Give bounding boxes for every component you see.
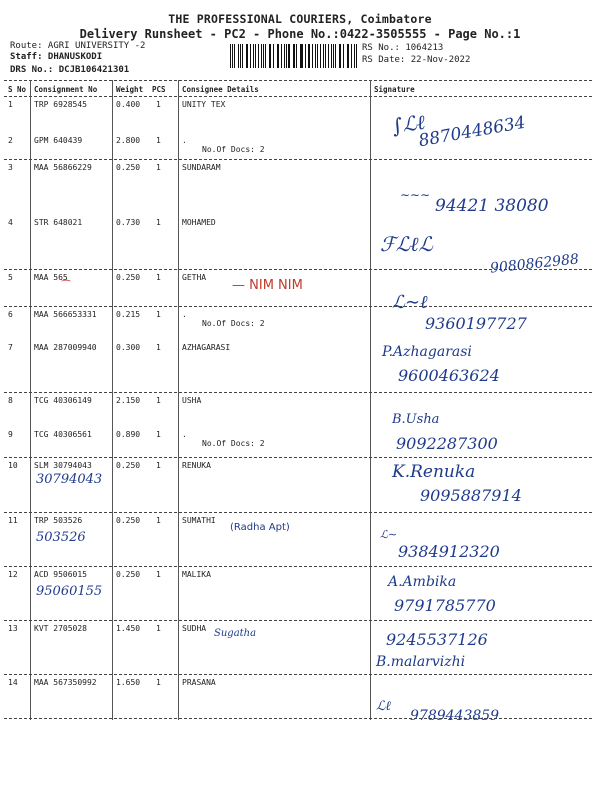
handwritten-note-11: (Radha Apt) <box>230 522 290 533</box>
barcode-bar <box>278 44 279 68</box>
cell-consignment: STR 648021 <box>34 218 83 227</box>
cell-docs: No.Of Docs: 2 <box>202 439 265 448</box>
cell-weight: 1.450 <box>116 624 141 633</box>
red-strike-mark: ⁀ <box>60 281 69 292</box>
cell-pcs: 1 <box>156 624 161 633</box>
row-rule <box>4 512 592 513</box>
cell-consignee: GETHA <box>182 273 207 282</box>
company-title: THE PROFESSIONAL COURIERS, Coimbatore <box>168 12 432 26</box>
cell-consignment: MAA 566653331 <box>34 310 97 319</box>
cell-weight: 0.250 <box>116 570 141 579</box>
cell-consignment: ACD 9506015 <box>34 570 87 579</box>
barcode-bar <box>333 44 334 68</box>
cell-pcs: 1 <box>156 678 161 687</box>
col-divider <box>178 80 179 720</box>
cell-weight: 0.250 <box>116 461 141 470</box>
cell-consignee: SUMATHI <box>182 516 216 525</box>
header-consignee: Consignee Details <box>182 85 259 94</box>
staff-label: Staff: DHANUSKODI <box>10 52 103 62</box>
header-pcs: PCS <box>152 85 166 94</box>
handwritten-phone-7: 9600463624 <box>398 366 500 385</box>
cell-pcs: 1 <box>156 310 161 319</box>
row-rule <box>4 306 592 307</box>
barcode-bar <box>325 44 326 68</box>
signature-14: ℒℓ <box>376 699 391 714</box>
cell-pcs: 1 <box>156 273 161 282</box>
barcode-bar <box>270 44 271 68</box>
barcode-bar <box>323 44 324 68</box>
cell-consignee: . <box>182 136 187 145</box>
signature-11: ℒ∼ <box>380 528 398 541</box>
runsheet-subtitle: Delivery Runsheet - PC2 - Phone No.:0422-3505555 - Page No.:1 <box>79 27 521 41</box>
handwritten-phone-3: 9080862988 <box>489 251 580 277</box>
signature-4: ℱℒℓℒ <box>380 232 433 256</box>
cell-consignee: USHA <box>182 396 202 405</box>
cell-consignee: SUNDARAM <box>182 163 221 172</box>
cell-consignment: SLM 30794043 <box>34 461 92 470</box>
signature-3: ∼∼∼ <box>400 188 431 202</box>
cell-weight: 0.250 <box>116 163 141 172</box>
handwritten-name-13: B.malarvizhi <box>376 654 466 670</box>
cell-consignee: SUDHA <box>182 624 207 633</box>
cell-sno: 9 <box>8 430 13 439</box>
handwritten-phone-5: 9360197727 <box>425 314 527 333</box>
nim-text: NIM NIM <box>249 278 303 293</box>
cell-sno: 2 <box>8 136 13 145</box>
cell-sno: 13 <box>8 624 18 633</box>
col-divider <box>370 80 371 720</box>
handwritten-phone-12: 9791785770 <box>394 596 496 615</box>
cell-consignment: MAA 287009940 <box>34 343 97 352</box>
cell-weight: 0.890 <box>116 430 141 439</box>
cell-docs: No.Of Docs: 2 <box>202 319 265 328</box>
handwritten-note-nim: — NIM NIM <box>232 278 303 293</box>
handwritten-consignment-10: 30794043 <box>36 472 103 487</box>
handwritten-phone-13: 9245537126 <box>386 630 488 649</box>
row-rule <box>4 566 592 567</box>
cell-weight: 0.250 <box>116 273 141 282</box>
header-consignment: Consignment No <box>34 85 98 94</box>
cell-sno: 11 <box>8 516 18 525</box>
handwritten-phone-10: 9095887914 <box>420 486 522 505</box>
cell-pcs: 1 <box>156 100 161 109</box>
handwritten-name-7: P.Azhagarasi <box>382 344 472 360</box>
cell-consignee: RENUKA <box>182 461 211 470</box>
handwritten-phone-14: 9789443859 <box>410 708 500 724</box>
route-label: Route: AGRI UNIVERSITY -2 <box>10 41 146 51</box>
cell-docs: No.Of Docs: 2 <box>202 145 265 154</box>
cell-consignment: MAA 56866229 <box>34 163 92 172</box>
cell-weight: 0.300 <box>116 343 141 352</box>
barcode-bar <box>347 44 348 68</box>
cell-consignee: UNITY TEX <box>182 100 226 109</box>
row-rule <box>4 392 592 393</box>
barcode-bar <box>238 44 239 68</box>
barcode-bar <box>309 44 310 68</box>
cell-pcs: 1 <box>156 570 161 579</box>
barcode-bar <box>340 44 341 68</box>
cell-sno: 10 <box>8 461 18 470</box>
row-rule <box>4 457 592 458</box>
cell-consignment: TRP 503526 <box>34 516 83 525</box>
barcode-bar <box>296 44 297 68</box>
header-signature: Signature <box>374 85 415 94</box>
barcode-bar <box>246 44 247 68</box>
handwritten-phone-1: 8870448634 <box>417 112 528 152</box>
header-sno: S No <box>8 85 27 94</box>
cell-pcs: 1 <box>156 163 161 172</box>
barcode <box>230 44 358 68</box>
handwritten-phone-11: 9384912320 <box>398 542 500 561</box>
cell-sno: 14 <box>8 678 18 687</box>
handwritten-name-8: B.Usha <box>392 412 440 427</box>
cell-weight: 0.215 <box>116 310 141 319</box>
cell-pcs: 1 <box>156 396 161 405</box>
rs-date: RS Date: 22-Nov-2022 <box>362 55 471 65</box>
cell-consignee: MOHAMED <box>182 218 216 227</box>
cell-consignment: MAA 565 <box>34 273 68 282</box>
handwritten-consignment-11: 503526 <box>36 530 86 545</box>
signature-5: ℒ∼ℓ <box>392 292 428 313</box>
col-divider <box>112 80 113 720</box>
row-rule <box>4 718 592 719</box>
table-top-rule <box>4 80 592 81</box>
drs-number: DRS No.: DCJB106421301 <box>10 65 130 75</box>
row-rule <box>4 620 592 621</box>
cell-consignee: . <box>182 430 187 439</box>
cell-pcs: 1 <box>156 343 161 352</box>
barcode-bar <box>288 44 289 68</box>
col-divider <box>30 80 31 720</box>
cell-sno: 5 <box>8 273 13 282</box>
cell-consignee: MALIKA <box>182 570 211 579</box>
cell-consignee: PRASANA <box>182 678 216 687</box>
barcode-bar <box>230 44 231 68</box>
handwritten-phone-2: 94421 38080 <box>435 196 549 216</box>
cell-consignment: GPM 640439 <box>34 136 83 145</box>
row-rule <box>4 159 592 160</box>
cell-weight: 0.250 <box>116 516 141 525</box>
barcode-bar <box>242 44 243 68</box>
cell-consignment: KVT 2705028 <box>34 624 87 633</box>
header-weight: Weight <box>116 85 144 94</box>
cell-pcs: 1 <box>156 516 161 525</box>
header-rule <box>4 96 592 97</box>
cell-sno: 6 <box>8 310 13 319</box>
barcode-bar <box>315 44 316 68</box>
cell-sno: 4 <box>8 218 13 227</box>
handwritten-name-10: K.Renuka <box>392 462 476 482</box>
handwritten-phone-9: 9092287300 <box>396 434 498 453</box>
cell-sno: 3 <box>8 163 13 172</box>
handwritten-name-12: A.Ambika <box>388 574 457 590</box>
cell-consignment: TCG 40306561 <box>34 430 92 439</box>
cell-pcs: 1 <box>156 218 161 227</box>
barcode-bar <box>286 44 287 68</box>
signature-1: ∫ℒℓ <box>390 109 427 139</box>
cell-weight: 2.150 <box>116 396 141 405</box>
cell-pcs: 1 <box>156 136 161 145</box>
cell-consignee: AZHAGARASI <box>182 343 231 352</box>
barcode-bar <box>261 44 262 68</box>
cell-weight: 1.650 <box>116 678 141 687</box>
rs-number: RS No.: 1064213 <box>362 43 444 53</box>
barcode-bar <box>255 44 256 68</box>
barcode-bar <box>301 44 302 68</box>
cell-sno: 7 <box>8 343 13 352</box>
cell-pcs: 1 <box>156 461 161 470</box>
cell-sno: 8 <box>8 396 13 405</box>
cell-weight: 2.800 <box>116 136 141 145</box>
cell-weight: 0.730 <box>116 218 141 227</box>
cell-consignment: MAA 567350992 <box>34 678 97 687</box>
cell-pcs: 1 <box>156 430 161 439</box>
row-rule <box>4 674 592 675</box>
cell-consignment: TCG 40306149 <box>34 396 92 405</box>
handwritten-consignment-12: 95060155 <box>36 584 103 599</box>
cell-weight: 0.400 <box>116 100 141 109</box>
cell-consignee: . <box>182 310 187 319</box>
barcode-bar <box>269 44 270 68</box>
handwritten-note-13: Sugatha <box>214 628 257 639</box>
cell-consignment: TRP 6928545 <box>34 100 87 109</box>
barcode-bar <box>354 44 355 68</box>
cell-sno: 1 <box>8 100 13 109</box>
cell-sno: 12 <box>8 570 18 579</box>
